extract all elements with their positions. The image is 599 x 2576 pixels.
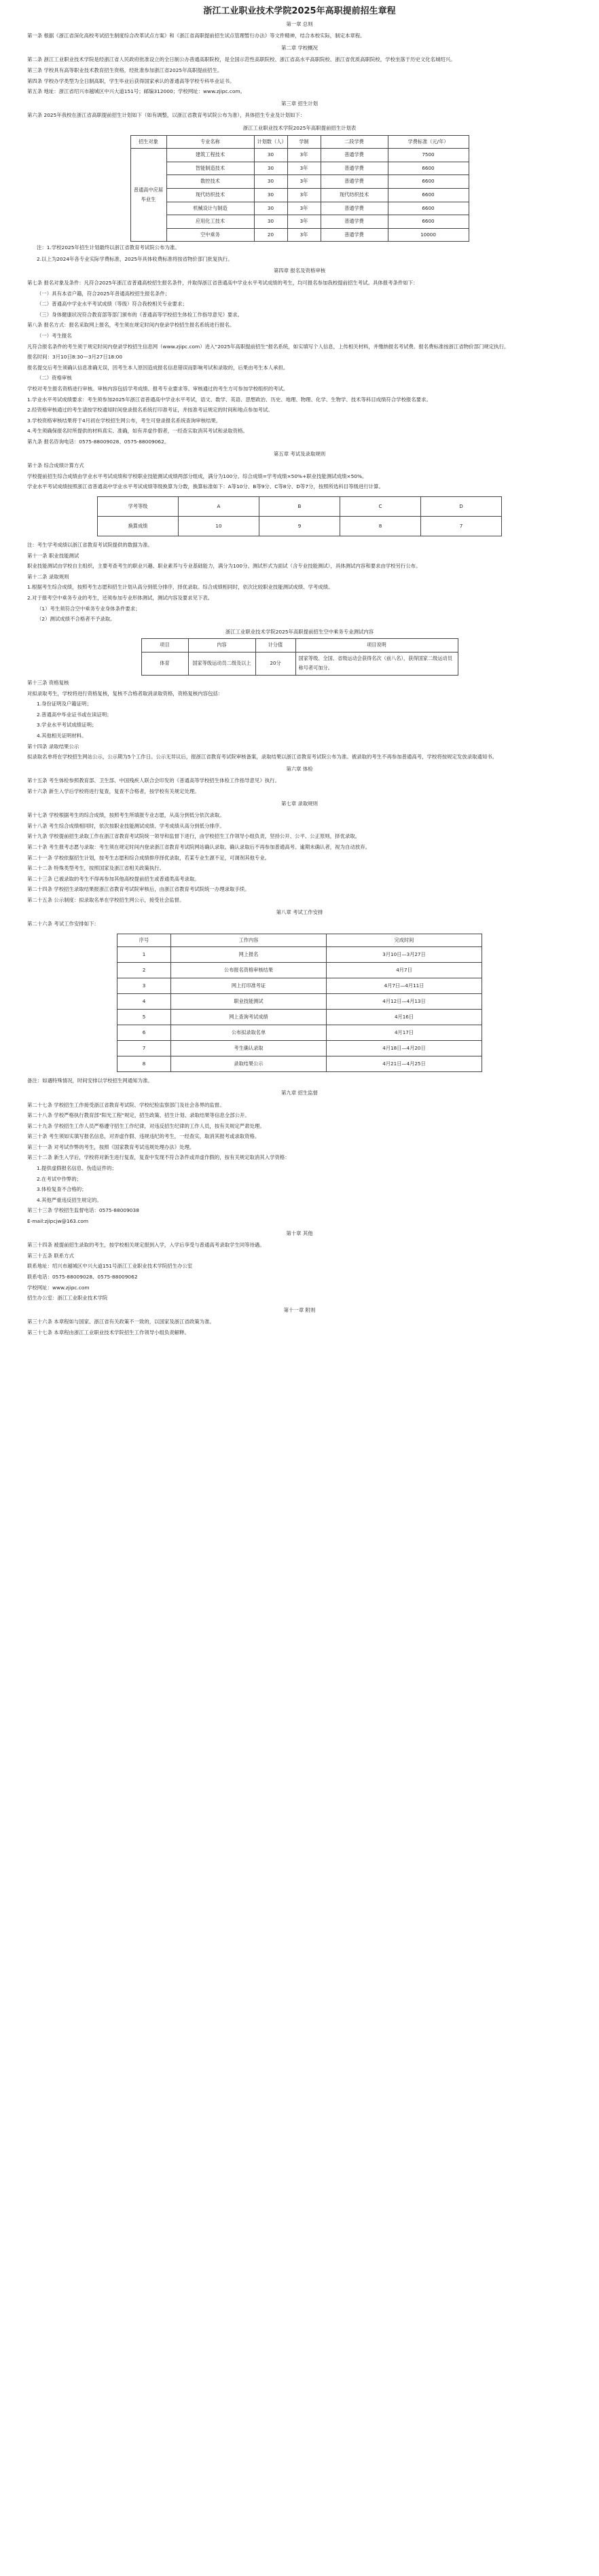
- table-cell: 机械设计与制造: [166, 202, 254, 215]
- article-paragraph: （一）具有本省户籍，符合2025年普通高校招生报名条件；: [37, 290, 170, 297]
- chapter-heading: 第八章 考试工作安排: [276, 908, 323, 915]
- table-cell: 20: [254, 228, 287, 242]
- table-row: [130, 228, 469, 242]
- article-paragraph: 第三十三条 学校招生监督电话：0575-88009038: [27, 1207, 139, 1214]
- table-cell: 4月16日: [327, 1010, 482, 1025]
- table-cell: 学考等级: [98, 496, 179, 516]
- table-row: [130, 162, 469, 175]
- table-row: [141, 652, 458, 675]
- article-paragraph: 联系地址：绍兴市越城区中兴大道151号浙江工业职业技术学院招生办公室: [27, 1263, 193, 1270]
- table-cell: 网上查询考试成绩: [171, 1010, 327, 1025]
- chapter-3: [27, 99, 572, 265]
- article-paragraph: 1.学业水平考试成绩要求：考生须参加2025年浙江省普通高中学业水平考试，语文、数学、英语、思想政治、历史、地理、物理、化学、生物学、技术等科目成绩符合学校报名要求。: [27, 396, 431, 403]
- table-cell: 普通学费: [321, 175, 388, 189]
- article-paragraph: 第十四条 录取结果公示: [27, 743, 79, 750]
- table-cell: 国家等级运动员二级及以上: [188, 652, 255, 675]
- table-cell: 1: [117, 947, 171, 963]
- table-cell: 3年: [287, 188, 321, 202]
- table-cell: 9: [259, 516, 340, 536]
- article-paragraph: 3.学校资格审核结果将于4月初在学校招生网公布，考生可登录报名系统查询审核结果。: [27, 417, 221, 424]
- table-cell: 体育: [141, 652, 188, 675]
- table-cell: 4月12日—4月13日: [327, 994, 482, 1010]
- table-cell: D: [421, 496, 502, 516]
- table-cell: A: [179, 496, 259, 516]
- table-cell: 30: [254, 202, 287, 215]
- table-cell: 3年: [287, 175, 321, 189]
- table-cell: B: [259, 496, 340, 516]
- article-paragraph: 第二十六条 考试工作安排如下：: [27, 921, 99, 927]
- article-paragraph: 第五条 地址：浙江省绍兴市越城区中兴大道151号；邮编312000；学校网址：www.zjipc.com。: [27, 88, 246, 95]
- article-paragraph: （二）资格审核: [37, 375, 72, 382]
- table-cell: 3月10日—3月27日: [327, 947, 482, 963]
- table-row: [117, 963, 482, 978]
- table-cell: 普通学费: [321, 202, 388, 215]
- table-header-cell: 专业名称: [166, 135, 254, 149]
- article-paragraph: 第十六条 新生入学后学校将进行复查，复查不合格者，按学校有关规定处理。: [27, 788, 200, 794]
- table-cell: 职业技能测试: [171, 994, 327, 1010]
- page-title: 浙江工业职业技术学院2025年高职提前招生章程: [203, 6, 396, 16]
- table-cell: 换算成绩: [98, 516, 179, 536]
- document: [14, 0, 585, 1346]
- table-cell: 网上报名: [171, 947, 327, 963]
- chapter-11: [27, 1306, 572, 1338]
- table-row: [98, 496, 502, 516]
- table-cell: 7: [117, 1041, 171, 1056]
- article-paragraph: 第三条 学校具有高等职业技术教育招生资格，经批准参加浙江省2025年高职提前招生。: [27, 67, 223, 73]
- article-paragraph: 第二十四条 学校招生录取结果报浙江省教育考试院审核后，由浙江省教育考试院统一办理录取手续。: [27, 886, 250, 893]
- table-cell: 6600: [388, 162, 469, 175]
- table-note: 备注：如遇特殊情况，时间安排以学校招生网通知为准。: [27, 1078, 153, 1084]
- table-header-row: [141, 639, 458, 652]
- article-paragraph: 第二十二条 特殊类型考生，按照国家及浙江省相关政策执行。: [27, 865, 164, 872]
- article-paragraph: 4.其他严重违反招生规定的。: [37, 1196, 102, 1203]
- article-paragraph: 报名时间：3月10日8:30—3月27日18:00: [27, 354, 123, 361]
- table-cell: 录取结果公示: [171, 1056, 327, 1072]
- article-paragraph: 2.经资格审核通过的考生请按学校通知时间登录报名系统打印准考证，并按准考证规定的时间和地点参加考试。: [27, 407, 273, 413]
- table-row: [117, 947, 482, 963]
- table-row: [117, 1056, 482, 1072]
- article-paragraph: 第六条 2025年我校在浙江省高职提前招生计划如下（如有调整，以浙江省教育考试院公布为准），具体招生专业及计划如下：: [27, 112, 306, 119]
- table-cell: 7: [421, 516, 502, 536]
- table-cell: 应用化工技术: [166, 215, 254, 229]
- article-paragraph: 3.体检复查不合格的；: [37, 1186, 87, 1193]
- table-cell: 20分: [255, 652, 295, 675]
- table-row: [130, 175, 469, 189]
- table-header-cell: 序号: [117, 934, 171, 947]
- table-header-cell: 项目: [141, 639, 188, 652]
- article-paragraph: 第三十条 考生须如实填写报名信息，对弄虚作假、违规违纪的考生，一经查实，取消其报考或录取资格。: [27, 1133, 260, 1140]
- table-caption: 浙江工业职业技术学院2025年高职提前招生空中乘务专业测试内容: [225, 628, 374, 635]
- table-cell: 3: [117, 978, 171, 994]
- article-paragraph: 对拟录取考生，学校将进行资格复核，复核不合格者取消录取资格，资格复核内容包括：: [27, 690, 223, 697]
- table-cell: 6600: [388, 175, 469, 189]
- article-paragraph: 第二十一条 学校依据招生计划，按考生志愿和综合成绩排序择优录取，若某专业生源不足，可调剂其他专业。: [27, 854, 270, 861]
- table-row: [98, 516, 502, 536]
- article-paragraph: （一）考生报名: [37, 333, 72, 339]
- chapter-1: [27, 20, 572, 41]
- article-paragraph: 第十八条 考生综合成绩相同时，依次按职业技能测试成绩、学考成绩从高分到低分排序。: [27, 822, 225, 829]
- table-header-cell: 学费标准（元/年）: [388, 135, 469, 149]
- table-header-cell: 招生对象: [130, 135, 166, 149]
- article-paragraph: 第三十六条 本章程如与国家、浙江省有关政策不一致的，以国家及浙江省政策为准。: [27, 1319, 215, 1325]
- article-paragraph: 2.对于报考空中乘务专业的考生，还须参加专业形体测试，测试内容及要求见下表。: [27, 594, 213, 601]
- table-header-row: [130, 135, 469, 149]
- table-header-cell: 二段学费: [321, 135, 388, 149]
- article-paragraph: 第三十一条 对考试作弊的考生，按照《国家教育考试违规处理办法》处理。: [27, 1143, 195, 1150]
- table-cell: 2: [117, 963, 171, 978]
- table-cell: 普通学费: [321, 162, 388, 175]
- school-website-link[interactable]: 学校网址：www.zjipc.com: [27, 1284, 90, 1291]
- table-cell: 4: [117, 994, 171, 1010]
- article-paragraph: 3.学业水平考试成绩证明；: [37, 722, 97, 729]
- chapter-6: [27, 765, 572, 797]
- specialty-test-table: [141, 638, 458, 676]
- article-paragraph: 第十三条 资格复核: [27, 680, 69, 686]
- article-paragraph: 招生办公室：浙江工业职业技术学院: [27, 1295, 108, 1302]
- table-row: [130, 202, 469, 215]
- table-header-row: [117, 934, 482, 947]
- table-cell: 6600: [388, 188, 469, 202]
- article-paragraph: 2.在考试中作弊的；: [37, 1175, 82, 1182]
- table-header-cell: 项目说明: [295, 639, 458, 652]
- table-cell: 普通学费: [321, 149, 388, 162]
- table-row: [130, 149, 469, 162]
- article-paragraph: 学业水平考试成绩按照浙江省普通高中学业水平考试成绩等级换算为分数，换算标准如下：A等10分、B等9分、C等8分、D等7分，按照所选科目等级进行计算。: [27, 483, 384, 490]
- chapter-7: [27, 799, 572, 906]
- article-paragraph: 4.考生须确保报名时所提供的材料真实、准确，如有弄虚作假者，一经查实取消其考试和录取资格。: [27, 428, 248, 435]
- chapter-heading: 第一章 总则: [286, 20, 313, 27]
- table-cell: C: [340, 496, 421, 516]
- table-cell: 数控技术: [166, 175, 254, 189]
- table-cell: 30: [254, 175, 287, 189]
- chapter-heading: 第七章 录取规则: [280, 800, 319, 807]
- table-row: [117, 1041, 482, 1056]
- table-cell: 3年: [287, 215, 321, 229]
- chapter-10: [27, 1229, 572, 1304]
- article-paragraph: 凡符合报名条件的考生须于规定时间内登录学校招生信息网（www.zjipc.com）进入“2025年高职提前招生”报名系统，如实填写个人信息，上传相关材料，并缴纳报名考试费。报名费标准按浙江省物价部门规定执行。: [27, 343, 509, 350]
- article-paragraph: 第三十七条 本章程由浙江工业职业技术学院招生工作领导小组负责解释。: [27, 1329, 189, 1336]
- chapter-4: [27, 266, 572, 447]
- article-paragraph: 第二十九条 学校招生工作人员严格遵守招生工作纪律，对违反招生纪律的工作人员，按有关规定严肃处理。: [27, 1122, 265, 1129]
- table-row: [130, 188, 469, 202]
- article-paragraph: 1.身份证明及户籍证明；: [37, 701, 92, 707]
- table-cell: 考生确认录取: [171, 1041, 327, 1056]
- article-paragraph: 第十九条 学校提前招生录取工作在浙江省教育考试院统一领导和监督下进行，由学校招生工作领导小组负责，坚持公开、公平、公正原则，择优录取。: [27, 833, 361, 840]
- schedule-table: [117, 934, 482, 1073]
- article-paragraph: 第四条 学校办学类型为全日制高职，学生毕业后获得国家承认的普通高等学校专科毕业证书。: [27, 77, 235, 84]
- chapter-heading: 第五章 考试及录取规则: [273, 450, 326, 457]
- table-row: [117, 1025, 482, 1041]
- table-cell: 智能制造技术: [166, 162, 254, 175]
- table-cell: 3年: [287, 162, 321, 175]
- table-cell: 4月18日—4月20日: [327, 1041, 482, 1056]
- article-paragraph: 第八条 报名方式：报名采取网上报名，考生须在规定时间内登录学校招生报名系统进行报名。: [27, 322, 235, 329]
- article-paragraph: （1）考生须符合空中乘务专业身体条件要求；: [37, 605, 141, 612]
- chapter-9: [27, 1088, 572, 1227]
- table-cell: 3年: [287, 202, 321, 215]
- table-cell: 3年: [287, 228, 321, 242]
- table-cell: 现代纺织技术: [321, 188, 388, 202]
- table-row: [130, 215, 469, 229]
- chapter-heading: 第十一章 附则: [283, 1306, 316, 1313]
- chapter-heading: 第二章 学校概况: [280, 44, 319, 51]
- article-paragraph: 第十五条 考生体检参照教育部、卫生部、中国残疾人联合会印发的《普通高等学校招生体检工作指导意见》执行。: [27, 777, 280, 784]
- table-cell: 10: [179, 516, 259, 536]
- table-cell: 8: [117, 1056, 171, 1072]
- table-cell: 3年: [287, 149, 321, 162]
- table-cell: 30: [254, 188, 287, 202]
- article-paragraph: 第七条 报名对象及条件：凡符合2025年浙江省普通高校招生报名条件，并取得浙江省普通高中学业水平考试成绩的考生，均可报名参加我校提前招生考试。具体报考条件如下：: [27, 280, 418, 287]
- table-header-cell: 计划数（人）: [254, 135, 287, 149]
- table-cell: 5: [117, 1010, 171, 1025]
- table-cell: 6: [117, 1025, 171, 1041]
- table-cell: 普通高中应届毕业生: [130, 149, 166, 242]
- table-cell: 普通学费: [321, 215, 388, 229]
- table-cell: 10000: [388, 228, 469, 242]
- article-paragraph: 第三十四条 被提前招生录取的考生，按学校相关规定报到入学，入学后享受与普通高考录取学生同等待遇。: [27, 1242, 265, 1249]
- table-cell: 4月17日: [327, 1025, 482, 1041]
- chapter-heading: 第六章 体检: [286, 765, 313, 772]
- article-paragraph: 1.提供虚假报名信息、伪造证件的；: [37, 1165, 117, 1172]
- article-paragraph: 第一条 根据《浙江省深化高校考试招生制度综合改革试点方案》和《浙江省高职提前招生试点管理暂行办法》等文件精神，结合本校实际，制定本章程。: [27, 33, 365, 39]
- article-paragraph: 第三十五条 联系方式: [27, 1252, 74, 1259]
- table-cell: 国家等级、全国、省级运动会获得名次（前八名），获得国家二级运动员称号者可加分。: [295, 652, 458, 675]
- table-cell: 现代纺织技术: [166, 188, 254, 202]
- table-cell: 6600: [388, 215, 469, 229]
- article-paragraph: 4.其他相关证明材料。: [37, 733, 87, 739]
- chapter-8: [27, 908, 572, 1086]
- table-header-cell: 完成时间: [327, 934, 482, 947]
- table-note: 2.以上为2024年各专业实际学费标准，2025年具体收费标准将按省物价部门批复执行。: [37, 255, 233, 262]
- score-conversion-table: [97, 496, 502, 536]
- table-header-cell: 计分值: [255, 639, 295, 652]
- article-paragraph: 联系电话：0575-88009028、0575-88009062: [27, 1274, 138, 1280]
- article-paragraph: 第二十条 考生报考志愿与录取：考生须在规定时间内登录浙江省教育考试院网站确认录取。确认录取后不再参加普通高考。逾期未确认者，视为自动放弃。: [27, 843, 370, 850]
- table-cell: 30: [254, 149, 287, 162]
- table-cell: 建筑工程技术: [166, 149, 254, 162]
- article-paragraph: 学校提前招生综合成绩由学业水平考试成绩和学校职业技能测试成绩两部分组成，满分为100分。综合成绩=学考成绩×50%+职业技能测试成绩×50%。: [27, 473, 367, 479]
- article-paragraph: 注：考生学考成绩以浙江省教育考试院提供的数据为准。: [27, 541, 153, 548]
- table-cell: 4月21日—4月25日: [327, 1056, 482, 1072]
- chapter-heading: 第十章 其他: [286, 1230, 313, 1236]
- chapter-heading: 第九章 招生监督: [280, 1089, 319, 1096]
- table-cell: 30: [254, 215, 287, 229]
- table-note: 注：1.学校2025年招生计划最终以浙江省教育考试院公布为准。: [37, 244, 180, 251]
- table-cell: 公布拟录取名单: [171, 1025, 327, 1041]
- article-paragraph: 第十一条 职业技能测试: [27, 552, 79, 559]
- enrollment-plan-table: [130, 135, 469, 242]
- article-paragraph: （三）身体健康状况符合教育部等部门颁布的《普通高等学校招生体检工作指导意见》要求。: [37, 311, 243, 318]
- chapter-2: [27, 43, 572, 97]
- article-paragraph: 第十条 综合成绩计算方式: [27, 462, 84, 469]
- table-cell: 网上打印准考证: [171, 978, 327, 994]
- table-header-cell: 内容: [188, 639, 255, 652]
- article-paragraph: 学校对考生报名资格进行审核。审核内容包括学考成绩、报考专业要求等。审核通过的考生方可参加学校组织的考试。: [27, 386, 289, 392]
- article-paragraph: 拟录取名单将在学校招生网站公示，公示期为5个工作日。公示无异议后，报浙江省教育考试院审核备案，录取结果以浙江省教育考试院公布为准。被录取的考生不再参加普通高考，学校将按规定发放录取通知书。: [27, 754, 498, 760]
- article-paragraph: 第二十五条 公示制度：拟录取名单在学校招生网公示，接受社会监督。: [27, 896, 185, 903]
- article-paragraph: 第二十八条 学校严格执行教育部“阳光工程”规定，招生政策、招生计划、录取结果等信息全部公开。: [27, 1112, 250, 1119]
- article-paragraph: （2）测试成绩不合格者不予录取。: [37, 616, 115, 623]
- chapter-heading: 第四章 报名及资格审核: [273, 268, 326, 274]
- table-row: [117, 994, 482, 1010]
- article-paragraph: （二）普通高中学业水平考试成绩（等级）符合我校相关专业要求；: [37, 301, 187, 308]
- article-paragraph: 第二十七条 学校招生工作接受浙江省教育考试院、学校纪检监察部门及社会各界的监督。: [27, 1101, 225, 1108]
- article-paragraph: 第十二条 录取规则: [27, 573, 69, 580]
- chapter-5: [27, 449, 572, 762]
- table-header-cell: 工作内容: [171, 934, 327, 947]
- table-cell: 4月7日—4月11日: [327, 978, 482, 994]
- table-cell: 公布报名资格审核结果: [171, 963, 327, 978]
- article-paragraph: 职业技能测试由学校自主组织，主要考查考生的职业兴趣、职业素养与专业基础能力，满分为100分。测试形式为面试（含专业技能测试），具体测试内容和要求由学校另行公布。: [27, 563, 421, 570]
- article-paragraph: 第十七条 学校根据考生的综合成绩，按照考生所填报专业志愿，从高分到低分依次录取。: [27, 812, 225, 819]
- article-paragraph: 第九条 报名咨询电话：0575-88009028、0575-88009062。: [27, 438, 170, 445]
- article-paragraph: 第二条 浙江工业职业技术学院是经浙江省人民政府批准设立的全日制公办普通高职院校，是全国示范性高职院校、浙江省高水平高职院校、浙江省优质高职院校，学校坐落于历史文化名城绍兴。: [27, 56, 456, 63]
- table-cell: 7500: [388, 149, 469, 162]
- table-cell: 30: [254, 162, 287, 175]
- table-cell: 普通学费: [321, 228, 388, 242]
- chapter-heading: 第三章 招生计划: [280, 100, 319, 107]
- contact-email-link[interactable]: E-mail:zjipcjw@163.com: [27, 1218, 89, 1225]
- article-paragraph: 1.根据考生综合成绩，按照考生志愿和招生计划从高分到低分排序，择优录取。综合成绩相同时，依次比较职业技能测试成绩、学考成绩。: [27, 584, 333, 591]
- table-caption: 浙江工业职业技术学院2025年高职提前招生计划表: [242, 124, 357, 131]
- article-paragraph: 2.普通高中毕业证书或在读证明；: [37, 711, 112, 718]
- article-paragraph: 第三十二条 新生入学后，学校将对新生进行复查，复查中发现不符合条件或弄虚作假的，按有关规定取消其入学资格：: [27, 1154, 290, 1161]
- table-row: [117, 1010, 482, 1025]
- table-header-cell: 学制: [287, 135, 321, 149]
- table-row: [117, 978, 482, 994]
- table-cell: 6600: [388, 202, 469, 215]
- article-paragraph: 第二十三条 已被录取的考生不得再参加其他高校提前招生或普通类高考录取。: [27, 875, 200, 882]
- article-paragraph: 报名提交后考生须确认信息准确无误，因考生本人原因造成报名信息错误而影响考试和录取的，后果由考生本人承担。: [27, 364, 289, 371]
- table-cell: 空中乘务: [166, 228, 254, 242]
- table-cell: 4月7日: [327, 963, 482, 978]
- table-cell: 8: [340, 516, 421, 536]
